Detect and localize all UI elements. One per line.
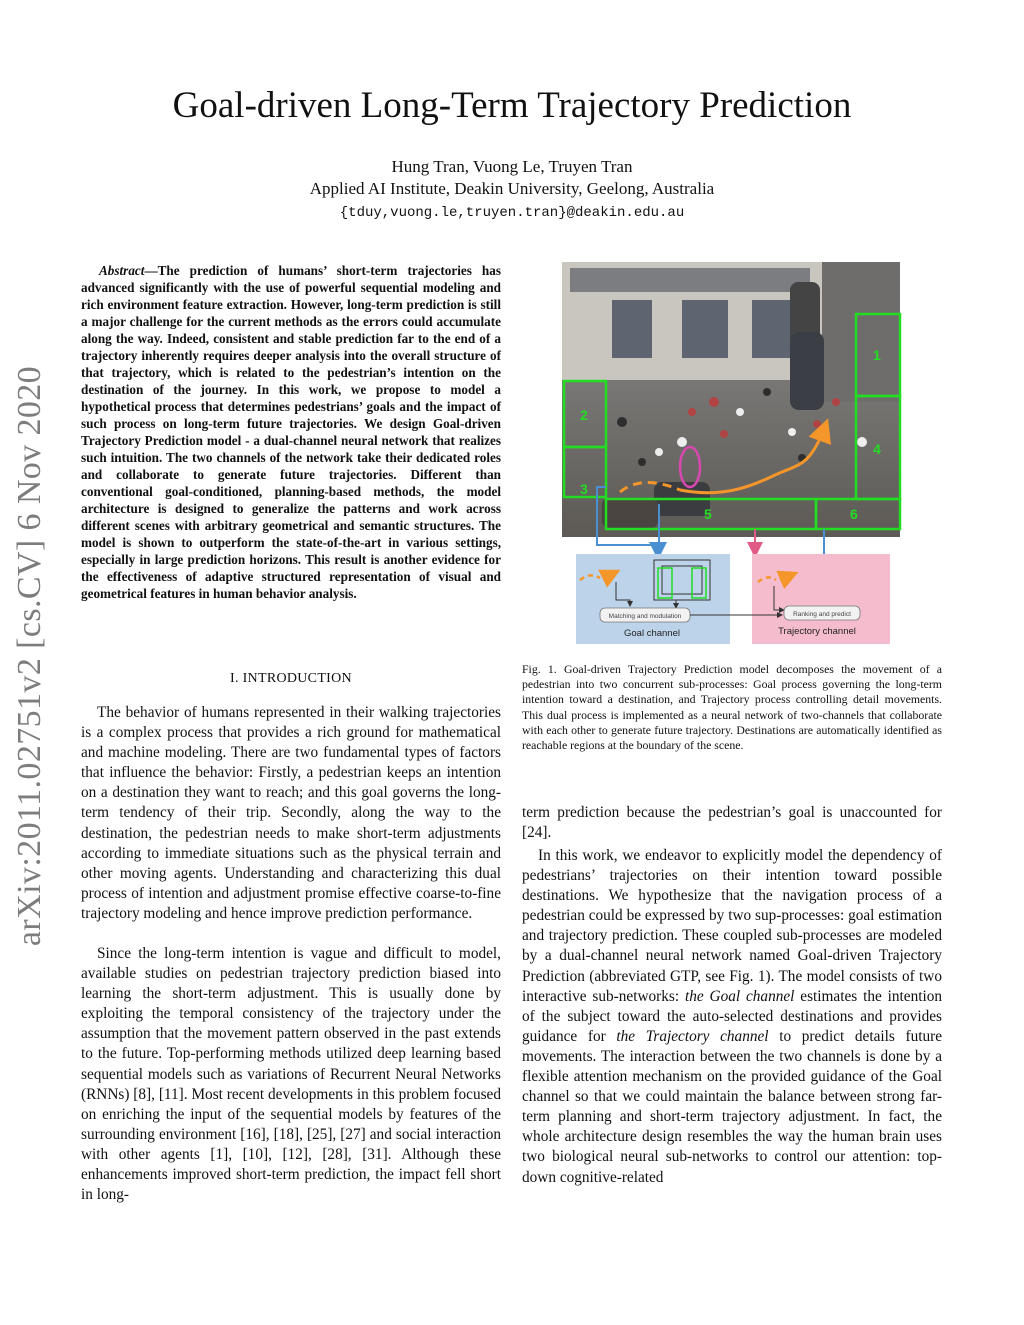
- intro-p4-part-2: estimates the intention of the subject toward the auto-selected destinations and provides guidance for: [522, 987, 943, 1045]
- intro-p4-part-1: In this work, we endeavor to explicitly model the dependency of pedestrians’ trajectories on their intention toward possible destinations. We hypothesize that the navigation process of a pedestrian could be expressed by two sup-processes: goal estimation and trajectory prediction. These coupled sub-processes are modeled by a dual-channel neural network named Goal-driven Trajectory Prediction (abbreviated GTP, see Fig. 1). The model consists of two interactive sub-networks:: [522, 847, 942, 1005]
- intro-p4-part-3: to predict details future movements. The interaction between the two channels is done by a flexible attention mechanism on the provided guidance of the Goal channel so that we could maintain the balance between strong far-term planning and short-term trajectory adjustment. In fact, the whole architecture design resembles the way the human brain uses two biological neural sub-networks to control our attention: top-down cognitive-related: [522, 1027, 943, 1186]
- abstract-text: —The prediction of humans’ short-term trajectories has advanced significantly with the use of powerful sequential modeling and rich environment feature extraction. However, long-term prediction is still a major challenge for the current methods as the errors could accumulate along the way. Indeed, consistent and stable prediction far to the end of a trajectory inherently requires deeper analysis into the overall structure of that trajectory, which is related to the pedestrian’s intention on the destination of the journey. In this work, we propose to model a hypothetical process that determines pedestrians’ goals and the impact of such process on long-term future trajectories. We design Goal-driven Trajectory Prediction model - a dual-channel neural network that realizes such intuition. The two channels of the network take their dedicated roles and collaborate to generate future trajectories. Different than conventional goal-conditioned, planning-based methods, the model architecture is designed to generalize the patterns and work across different scenes with arbitrary geometrical and semantic structures. The model is shown to outperform the state-of-the-art in various settings, especially in large prediction horizons. This result is another evidence for the effectiveness of adaptive structured representation of visual and geometrical features in human behavior analysis.: [81, 263, 501, 601]
- arxiv-stamp: [2, 350, 58, 962]
- intro-paragraph-4: [522, 846, 942, 1188]
- email-address: {tduy,vuong.le,truyen.tran}@deakin.edu.au: [339, 205, 685, 221]
- section-title: INTRODUCTION: [242, 671, 352, 686]
- trajectory-channel-label: Trajectory channel: [778, 626, 856, 637]
- arxiv-id-text: arXiv:2011.02751v2 [cs.CV] 6 Nov 2020: [11, 365, 48, 947]
- author-list: Hung Tran, Vuong Le, Truyen Tran: [391, 157, 633, 176]
- section-heading: [81, 671, 501, 687]
- region-label-1: 1: [873, 347, 881, 363]
- region-label-2: 2: [580, 407, 588, 423]
- abstract: [81, 262, 501, 602]
- goal-channel-label: Goal channel: [624, 628, 680, 639]
- scene-photo: [562, 262, 900, 537]
- intro-paragraph-2: Since the long-term intention is vague and difficult to model, available studies on pedestrian trajectory prediction biased into learning the short-term adjustment. This is usually done by exploiting the temporal consistency of the trajectory under the assumption that the movement pattern observed in the past extends to the future. Top-performing methods utilized deep learning based sequential models such as variations of Recurrent Neural Networks (RNNs) [8], [11]. Most recent developments in this problem focused on enriching the input of the sequential models by features of the surrounding environment [16], [18], [25], [27] and social interaction with other agents [1], [10], [12], [28], [31]. Although these enhancements improved short-term prediction, the impact fell short in long-: [81, 945, 501, 1204]
- region-label-5: 5: [704, 506, 712, 522]
- intro-paragraph-3: term prediction because the pedestrian’s goal is unaccounted for [24].: [522, 804, 942, 842]
- region-label-4: 4: [873, 441, 881, 457]
- matching-modulation-label: Matching and modulation: [608, 613, 682, 620]
- figure-1: [562, 262, 902, 649]
- figure-1-graphic: [562, 262, 902, 649]
- goal-channel-term: the Goal channel: [684, 987, 795, 1005]
- abstract-lead: Abstract: [99, 263, 145, 278]
- paper-title: Goal-driven Long-Term Trajectory Prediction: [172, 85, 852, 126]
- region-label-3: 3: [580, 481, 588, 497]
- figure-caption: Fig. 1. Goal-driven Trajectory Prediction model decomposes the movement of a pedestrian into two concurrent sub-processes: Goal process governing the long-term intention toward a destination, and Trajectory process controlling detail movements. This dual process is implemented as a neural network of two-channels that collaborate with each other to generate future trajectory. Destinations are automatically identified as reachable regions at the boundary of the scene.: [522, 662, 942, 753]
- intro-paragraph-1: The behavior of humans represented in their walking trajectories is a complex process that provides a rich ground for mathematical and machine modeling. There are two fundamental types of factors that influence the behavior: Firstly, a pedestrian keeps an intention on a destination they want to reach; and this goal governs the long-term tendency of their trip. Secondly, along the way to the destination, the pedestrian needs to make short-term adjustments according to immediate situations such as the physical terrain and other moving agents. Understanding and characterizing this dual process of intention and adjustment promise effective coarse-to-fine trajectory modeling and hence improve prediction performance.: [81, 704, 501, 922]
- ranking-predict-label: Ranking and predict: [793, 611, 851, 618]
- trajectory-channel-term: the Trajectory channel: [616, 1027, 769, 1045]
- region-label-6: 6: [850, 506, 858, 522]
- section-number: I.: [230, 671, 239, 686]
- affiliation: Applied AI Institute, Deakin University, Geelong, Australia: [309, 179, 715, 198]
